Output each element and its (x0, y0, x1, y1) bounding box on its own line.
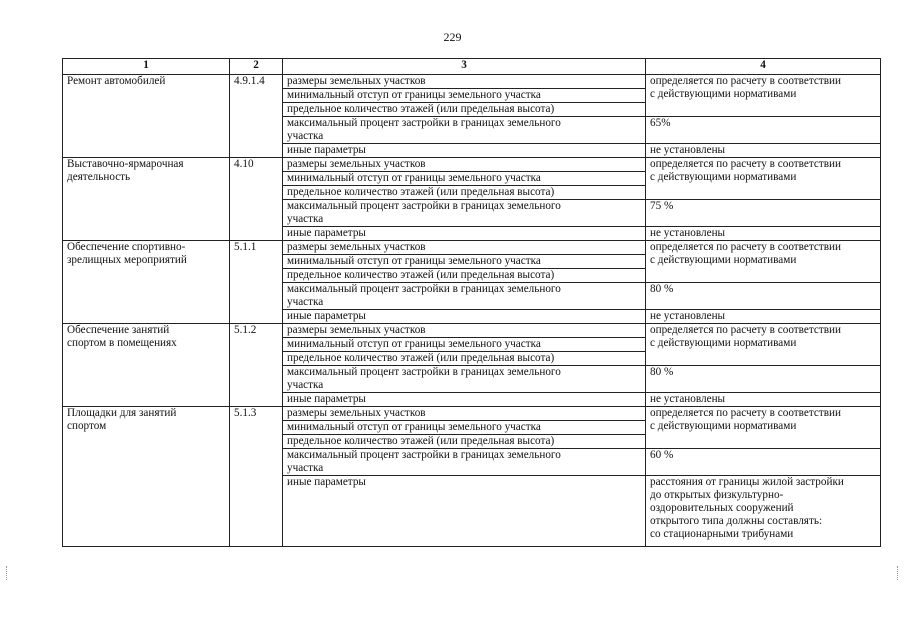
parameter-name: максимальный процент застройки в границах земельного участка (283, 200, 646, 227)
table-row (63, 158, 881, 172)
parameter-name: максимальный процент застройки в границах земельного участка (283, 117, 646, 144)
parameter-name: минимальный отступ от границы земельного участка (283, 421, 646, 435)
usage-type-name: Ремонт автомобилей (63, 75, 230, 158)
table-row (63, 324, 881, 338)
usage-type-code: 4.10 (230, 158, 283, 241)
column-header-4: 4 (646, 59, 881, 75)
parameter-name: максимальный процент застройки в границах земельного участка (283, 283, 646, 310)
parameter-name: иные параметры (283, 476, 646, 547)
parameter-value-percent: 65% (646, 117, 881, 144)
usage-type-code: 5.1.2 (230, 324, 283, 407)
usage-type-code: 5.1.3 (230, 407, 283, 547)
parameter-name: размеры земельных участков (283, 407, 646, 421)
parameter-value-normative: определяется по расчету в соответствии с действующими нормативами (646, 158, 881, 200)
parameter-value-percent: 60 % (646, 449, 881, 476)
regulation-table (62, 58, 881, 547)
parameter-name: максимальный процент застройки в границах земельного участка (283, 449, 646, 476)
parameter-name: иные параметры (283, 393, 646, 407)
parameter-value-percent: 80 % (646, 366, 881, 393)
parameter-name: предельное количество этажей (или предельная высота) (283, 352, 646, 366)
parameter-name: размеры земельных участков (283, 324, 646, 338)
usage-type-name: Обеспечение занятий спортом в помещениях (63, 324, 230, 407)
parameter-name: минимальный отступ от границы земельного участка (283, 338, 646, 352)
column-header-2: 2 (230, 59, 283, 75)
parameter-name: иные параметры (283, 310, 646, 324)
parameter-name: иные параметры (283, 227, 646, 241)
parameter-value-normative: определяется по расчету в соответствии с действующими нормативами (646, 241, 881, 283)
parameter-value-normative: определяется по расчету в соответствии с действующими нормативами (646, 407, 881, 449)
parameter-name: предельное количество этажей (или предельная высота) (283, 269, 646, 283)
parameter-name: предельное количество этажей (или предельная высота) (283, 103, 646, 117)
parameter-value-other: не установлены (646, 310, 881, 324)
usage-type-code: 5.1.1 (230, 241, 283, 324)
parameter-value-normative: определяется по расчету в соответствии с действующими нормативами (646, 324, 881, 366)
parameter-name: минимальный отступ от границы земельного участка (283, 172, 646, 186)
table-row (63, 75, 881, 89)
parameter-value-other: не установлены (646, 227, 881, 241)
parameter-name: максимальный процент застройки в границах земельного участка (283, 366, 646, 393)
parameter-name: размеры земельных участков (283, 241, 646, 255)
parameter-name: минимальный отступ от границы земельного участка (283, 255, 646, 269)
usage-type-code: 4.9.1.4 (230, 75, 283, 158)
usage-type-name: Выставочно-ярмарочная деятельность (63, 158, 230, 241)
parameter-value-percent: 75 % (646, 200, 881, 227)
margin-mark-right (897, 566, 900, 580)
parameter-name: предельное количество этажей (или предельная высота) (283, 186, 646, 200)
usage-type-name: Обеспечение спортивно- зрелищных мероприятий (63, 241, 230, 324)
column-header-3: 3 (283, 59, 646, 75)
parameter-value-percent: 80 % (646, 283, 881, 310)
usage-type-name: Площадки для занятий спортом (63, 407, 230, 547)
parameter-value-other: расстояния от границы жилой застройки до открытых физкультурно- оздоровительных сооружений открытого типа должны составлять: со стационарными трибунами (646, 476, 881, 547)
header-row (63, 59, 881, 75)
margin-mark-left (6, 566, 9, 580)
parameter-value-normative: определяется по расчету в соответствии с действующими нормативами (646, 75, 881, 117)
parameter-name: минимальный отступ от границы земельного участка (283, 89, 646, 103)
table-row (63, 241, 881, 255)
parameter-name: размеры земельных участков (283, 75, 646, 89)
parameter-name: иные параметры (283, 144, 646, 158)
table-row (63, 407, 881, 421)
parameter-name: предельное количество этажей (или предельная высота) (283, 435, 646, 449)
column-header-1: 1 (63, 59, 230, 75)
parameter-value-other: не установлены (646, 144, 881, 158)
parameter-name: размеры земельных участков (283, 158, 646, 172)
parameter-value-other: не установлены (646, 393, 881, 407)
page-number: 229 (443, 30, 462, 44)
